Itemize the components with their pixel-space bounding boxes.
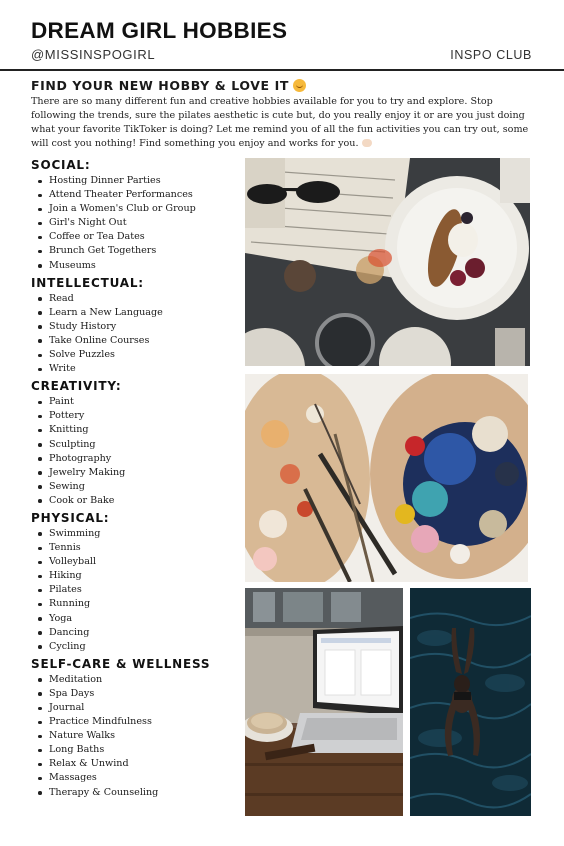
section-title-social: SOCIAL:: [31, 158, 91, 172]
list-item: Long Baths: [37, 743, 241, 757]
list-item: Take Online Courses: [37, 334, 241, 348]
section-title-physical: PHYSICAL:: [31, 510, 110, 525]
list-item: Cook or Bake: [37, 494, 241, 508]
list-item: Jewelry Making: [37, 466, 241, 480]
list-item: Coffee or Tea Dates: [37, 230, 241, 244]
list-item: Massages: [37, 771, 241, 785]
list-item: Attend Theater Performances: [37, 188, 241, 202]
brand-label: INSPO CLUB: [450, 48, 532, 62]
list-item: Sculpting: [37, 438, 241, 452]
headline: [31, 78, 306, 93]
intro-paragraph: [31, 95, 539, 151]
page-title: DREAM GIRL HOBBIES: [31, 18, 288, 43]
list-item: Therapy & Counseling: [37, 786, 241, 800]
paint-palette-photo: [245, 374, 528, 582]
creativity-list: [31, 395, 241, 508]
list-item: Girl's Night Out: [37, 216, 241, 230]
list-item: Read: [37, 292, 241, 306]
list-item: Swimming: [37, 527, 241, 541]
headline-text: FIND YOUR NEW HOBBY & LOVE IT: [31, 78, 289, 93]
self-care-list: [31, 673, 241, 800]
list-item: Photography: [37, 452, 241, 466]
list-item: Practice Mindfulness: [37, 715, 241, 729]
intellectual-list: [31, 292, 241, 377]
list-item: Knitting: [37, 423, 241, 437]
list-item: Spa Days: [37, 687, 241, 701]
list-item: Yoga: [37, 612, 241, 626]
physical-list: [31, 527, 241, 654]
list-item: Write: [37, 362, 241, 376]
list-item: Hiking: [37, 569, 241, 583]
list-item: Learn a New Language: [37, 306, 241, 320]
section-title-creativity: CREATIVITY:: [31, 379, 122, 394]
list-item: Journal: [37, 701, 241, 715]
list-item: Brunch Get Togethers: [37, 244, 241, 258]
smiling-face-icon: [293, 79, 306, 92]
laptop-cafe-photo: [245, 588, 403, 816]
list-item: Volleyball: [37, 555, 241, 569]
list-item: Pilates: [37, 583, 241, 597]
section-title-self-care: SELF-CARE & WELLNESS: [31, 656, 211, 671]
list-item: Museums: [37, 259, 241, 273]
list-item: Nature Walks: [37, 729, 241, 743]
author-handle: @MISSINSPOGIRL: [31, 47, 156, 62]
list-item: Pottery: [37, 409, 241, 423]
list-item: Cycling: [37, 640, 241, 654]
list-item: Dancing: [37, 626, 241, 640]
list-item: Join a Women's Club or Group: [37, 202, 241, 216]
list-item: Relax & Unwind: [37, 757, 241, 771]
brunch-table-photo: [245, 158, 530, 366]
list-item: Paint: [37, 395, 241, 409]
list-item: Sewing: [37, 480, 241, 494]
intro-text: There are so many different fun and creative hobbies available for you to try and explore. Stop following the trends, sure the pilates aesthetic is cute but, do you really enjoy it or are you just doing what your favorite TikToker is doing? Let me remind you of all the fun activities you can try out, some will cost you nothing! Find something you enjoy and works for you.: [31, 96, 529, 149]
list-item: Hosting Dinner Parties: [37, 174, 241, 188]
social-list: [31, 174, 241, 273]
list-item: Running: [37, 597, 241, 611]
list-item: Tennis: [37, 541, 241, 555]
swimmer-pool-photo: [410, 588, 531, 816]
hobby-sections: [31, 157, 241, 802]
header-divider: [0, 69, 564, 71]
list-item: Study History: [37, 320, 241, 334]
list-item: Meditation: [37, 673, 241, 687]
section-title-intellectual: INTELLECTUAL:: [31, 275, 144, 290]
list-item: Solve Puzzles: [37, 348, 241, 362]
hand-icon: [362, 139, 372, 147]
